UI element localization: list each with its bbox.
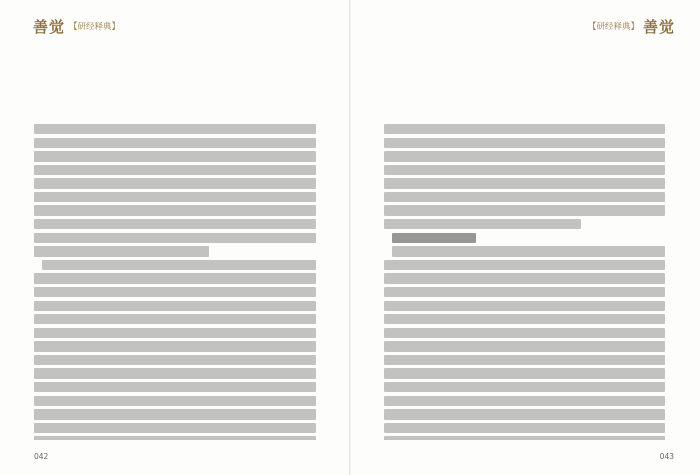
text-line <box>384 124 665 134</box>
text-line <box>384 151 665 161</box>
text-line <box>42 260 316 270</box>
text-line <box>34 355 316 365</box>
text-line <box>384 382 665 392</box>
text-line <box>34 138 316 148</box>
page-number: 042 <box>34 452 49 461</box>
text-line <box>34 409 316 419</box>
text-line <box>384 165 665 175</box>
text-line <box>384 301 665 311</box>
text-line <box>34 382 316 392</box>
text-line <box>384 138 665 148</box>
journal-logo: 善觉 <box>33 17 66 36</box>
text-line <box>34 368 316 378</box>
text-line <box>34 192 316 202</box>
text-line <box>384 423 665 433</box>
text-line <box>34 205 316 215</box>
right-page <box>351 0 700 475</box>
section-heading <box>392 233 476 243</box>
right-body-text <box>384 124 665 440</box>
text-line <box>384 355 665 365</box>
text-line <box>384 260 665 270</box>
left-running-header <box>33 16 124 36</box>
text-line <box>384 368 665 378</box>
text-line <box>384 287 665 297</box>
text-line <box>384 219 581 229</box>
text-line <box>384 396 665 406</box>
text-line <box>384 409 665 419</box>
text-line <box>34 165 316 175</box>
section-tag: 【研经释典】 <box>69 22 121 32</box>
text-line <box>34 273 316 283</box>
text-line <box>34 246 209 256</box>
text-line <box>34 219 316 229</box>
text-line <box>384 314 665 324</box>
left-page <box>0 0 349 475</box>
text-line <box>34 301 316 311</box>
text-line <box>34 151 316 161</box>
page-number: 043 <box>659 452 674 461</box>
text-line <box>392 246 665 256</box>
text-line <box>384 273 665 283</box>
text-line <box>384 328 665 338</box>
text-line <box>34 314 316 324</box>
text-line <box>34 178 316 188</box>
text-line <box>34 233 316 243</box>
left-body-text <box>34 124 316 440</box>
journal-logo: 善觉 <box>642 17 675 36</box>
right-running-header <box>584 16 675 36</box>
text-line <box>384 178 665 188</box>
section-tag: 【研经释典】 <box>587 22 639 32</box>
text-line <box>384 436 665 440</box>
text-line <box>384 341 665 351</box>
text-line <box>34 341 316 351</box>
text-line <box>34 423 316 433</box>
text-line <box>34 436 316 440</box>
text-line <box>34 328 316 338</box>
text-line <box>34 124 316 134</box>
text-line <box>34 396 316 406</box>
text-line <box>34 287 316 297</box>
text-line <box>384 205 665 215</box>
text-line <box>384 192 665 202</box>
